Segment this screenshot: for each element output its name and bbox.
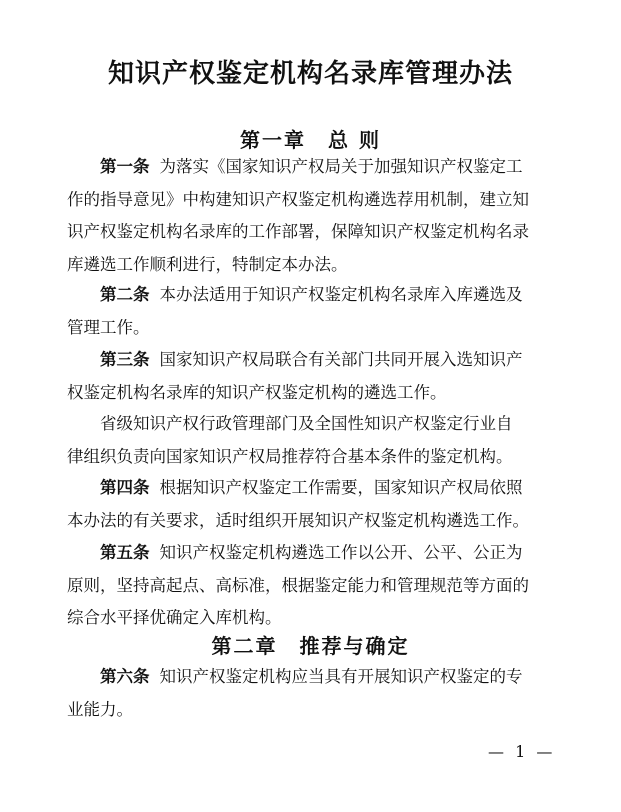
article-3-p2-line-1: 省级知识产权行政管理部门及全国性知识产权鉴定行业自	[100, 414, 513, 433]
chapter-2-label: 第二章	[211, 634, 278, 658]
article-2-lead: 第二条	[100, 285, 150, 304]
article-3-line-1: 第三条 国家知识产权局联合有关部门共同开展入选知识产	[100, 350, 523, 369]
article-6-lead: 第六条	[100, 667, 150, 686]
chapter-2-name: 推荐与确定	[299, 634, 410, 658]
chapter-1-name: 总 则	[328, 128, 381, 152]
page-number: — 1 —	[488, 742, 556, 761]
article-5	[67, 537, 565, 635]
document-title: 知识产权鉴定机构名录库管理办法	[107, 59, 513, 89]
article-1-line-4: 库遴选工作顺利进行，特制定本办法。	[67, 254, 348, 274]
chapter-2-heading	[0, 632, 621, 660]
chapter-1-label: 第一章	[240, 128, 307, 152]
article-1-line-3: 识产权鉴定机构名录库的工作部署，保障知识产权鉴定机构名录	[67, 222, 529, 242]
article-4-line-1: 第四条 根据知识产权鉴定工作需要，国家知识产权局依照	[100, 478, 523, 497]
article-4-lead: 第四条	[100, 478, 150, 497]
article-3-p2-line-2: 律组织负责向国家知识产权局推荐符合基本条件的鉴定机构。	[67, 446, 513, 466]
article-1-line-1: 第一条 为落实《国家知识产权局关于加强知识产权鉴定工	[100, 157, 523, 176]
article-5-line-2: 原则，坚持高起点、高标准，根据鉴定能力和管理规范等方面的	[67, 575, 529, 595]
article-3	[67, 344, 565, 409]
article-1	[67, 151, 565, 281]
article-5-line-1: 第五条 知识产权鉴定机构遴选工作以公开、公平、公正为	[100, 543, 523, 562]
chapter-1-heading	[0, 126, 621, 154]
article-2	[67, 279, 565, 344]
article-1-line-2: 作的指导意见》中构建知识产权鉴定机构遴选荐用机制，建立知	[67, 189, 529, 209]
article-6-line-1: 第六条 知识产权鉴定机构应当具有开展知识产权鉴定的专	[100, 667, 523, 686]
article-3-paragraph-2	[67, 408, 565, 473]
article-4-line-2: 本办法的有关要求，适时组织开展知识产权鉴定机构遴选工作。	[67, 510, 529, 530]
article-6	[67, 661, 565, 726]
article-1-lead: 第一条	[100, 157, 150, 176]
article-2-line-1: 第二条 本办法适用于知识产权鉴定机构名录库入库遴选及	[100, 285, 523, 304]
article-5-line-3: 综合水平择优确定入库机构。	[67, 608, 282, 628]
article-5-lead: 第五条	[100, 543, 150, 562]
article-3-lead: 第三条	[100, 350, 150, 369]
article-4	[67, 472, 565, 537]
article-2-line-2: 管理工作。	[67, 317, 150, 337]
article-3-line-2: 权鉴定机构名录库的知识产权鉴定机构的遴选工作。	[67, 382, 447, 402]
article-6-line-2: 业能力。	[67, 699, 133, 719]
